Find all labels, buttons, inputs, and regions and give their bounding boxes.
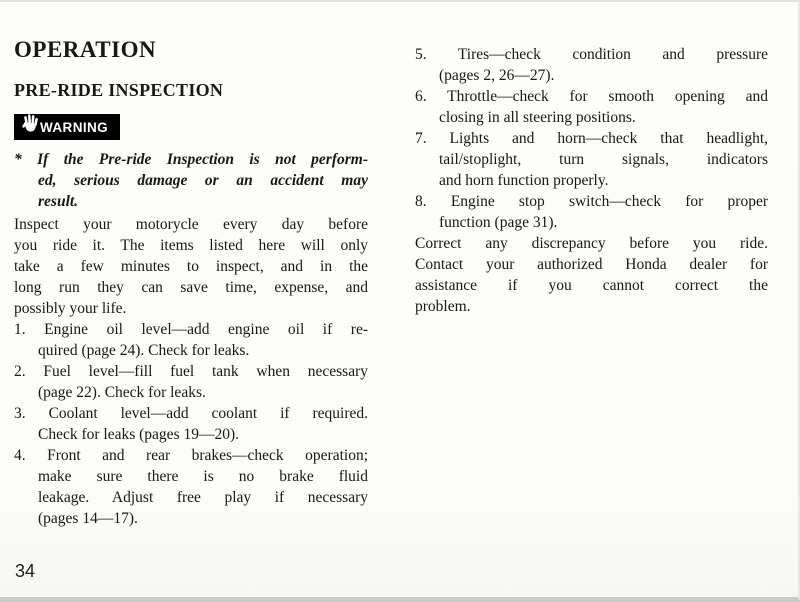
list-item bbox=[14, 403, 368, 445]
text-line: Inspect your motorycle every day before bbox=[14, 216, 368, 233]
list-item bbox=[415, 44, 768, 86]
list-item bbox=[415, 128, 768, 191]
page-number: 34 bbox=[15, 561, 36, 581]
list-item bbox=[14, 149, 368, 212]
text-line: 6. Throttle—check for smooth opening and bbox=[415, 88, 768, 105]
warning-note bbox=[14, 149, 368, 212]
closing-paragraph bbox=[415, 233, 768, 317]
text-line: * If the Pre-ride Inspection is not perform- bbox=[14, 151, 368, 168]
text-line: result. bbox=[38, 193, 79, 210]
text-line: take a few minutes to inspect, and in the bbox=[14, 258, 368, 275]
text-line: problem. bbox=[415, 298, 471, 315]
text-line: make sure there is no brake fluid bbox=[38, 468, 368, 485]
page-title: OPERATION bbox=[14, 37, 157, 62]
text-line: 3. Coolant level—add coolant if required. bbox=[14, 405, 368, 422]
list-item bbox=[415, 86, 768, 128]
text-line: Correct any discrepancy before you ride. bbox=[415, 235, 768, 252]
text-line: (pages 14—17). bbox=[38, 510, 138, 527]
hand-icon bbox=[21, 113, 39, 139]
intro-paragraph bbox=[14, 214, 368, 319]
text-line: 5. Tires—check condition and pressure bbox=[415, 46, 768, 63]
text-line: function (page 31). bbox=[439, 214, 558, 231]
text-line: assistance if you cannot correct the bbox=[415, 277, 768, 294]
text-line: and horn function properly. bbox=[439, 172, 609, 189]
text-line: 7. Lights and horn—check that headlight, bbox=[415, 130, 768, 147]
text-line: quired (page 24). Check for leaks. bbox=[38, 342, 250, 359]
list-item bbox=[14, 361, 368, 403]
checklist-items-1-4 bbox=[14, 319, 368, 529]
text-line: possibly your life. bbox=[14, 300, 127, 317]
list-item bbox=[14, 445, 368, 529]
text-line: closing in all steering positions. bbox=[439, 109, 636, 126]
text-line: Contact your authorized Honda dealer for bbox=[415, 256, 768, 273]
text-line: ed, serious damage or an accident may bbox=[38, 172, 368, 189]
list-item bbox=[14, 319, 368, 361]
text-line: leakage. Adjust free play if necessary bbox=[38, 489, 368, 506]
checklist-items-5-8 bbox=[415, 44, 768, 233]
warning-badge bbox=[14, 114, 120, 140]
text-line: (pages 2, 26—27). bbox=[439, 67, 555, 84]
text-line: you ride it. The items listed here will only bbox=[14, 237, 368, 254]
list-item bbox=[415, 191, 768, 233]
text-line: (page 22). Check for leaks. bbox=[38, 384, 206, 401]
text-line: 2. Fuel level—fill fuel tank when necessary bbox=[14, 363, 368, 380]
text-line: long run they can save time, expense, and bbox=[14, 279, 368, 296]
text-line: 4. Front and rear brakes—check operation; bbox=[14, 447, 368, 464]
text-line: tail/stoplight, turn signals, indicators bbox=[439, 151, 768, 168]
right-column bbox=[415, 44, 768, 317]
section-title: PRE-RIDE INSPECTION bbox=[14, 80, 224, 100]
warning-label: WARNING bbox=[40, 119, 109, 135]
text-line: 1. Engine oil level—add engine oil if re- bbox=[14, 321, 368, 338]
text-line: 8. Engine stop switch—check for proper bbox=[415, 193, 768, 210]
left-column bbox=[14, 38, 368, 529]
text-line: Check for leaks (pages 19—20). bbox=[38, 426, 240, 443]
